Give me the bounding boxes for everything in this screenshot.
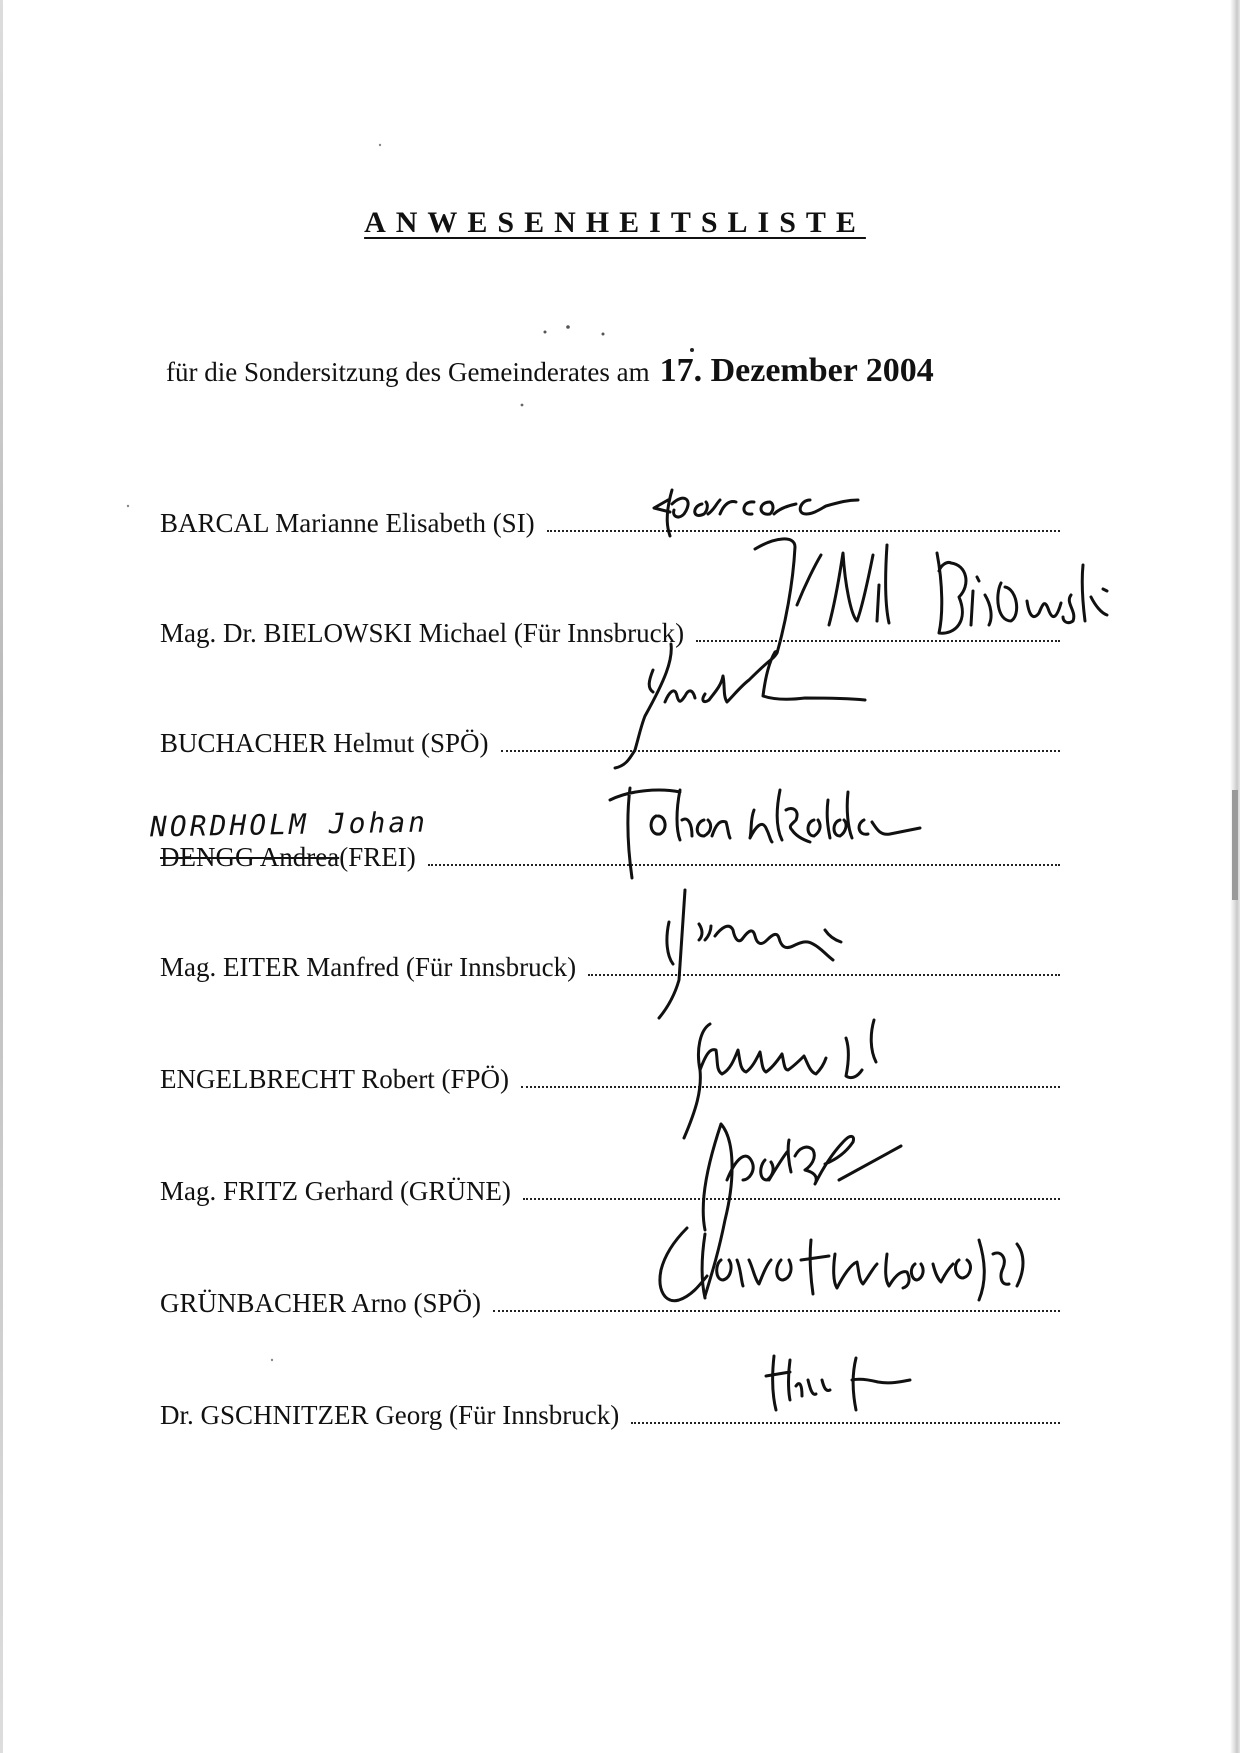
intro-text: für die Sondersitzung des Gemeinderates am [166, 357, 650, 387]
attendee-name: GRÜNBACHER Arno (SPÖ) [160, 1288, 482, 1318]
party-suffix: (FREI) [339, 842, 416, 872]
struck-name: DENGG Andrea [160, 842, 340, 872]
attendee-name: BUCHACHER Helmut (SPÖ) [160, 728, 489, 758]
handwritten-replacement-name: NORDHOLM Johan [149, 805, 429, 844]
page-title: ANWESENHEITSLISTE [364, 206, 866, 239]
attendee-name: BARCAL Marianne Elisabeth (SI) [160, 508, 535, 538]
attendee-name: Mag. Dr. BIELOWSKI Michael (Für Innsbruck) [160, 618, 685, 648]
attendee-name: ENGELBRECHT Robert (FPÖ) [160, 1064, 509, 1094]
session-date: 17. Dezember 2004 [659, 352, 934, 389]
attendee-name: Dr. GSCHNITZER Georg (Für Innsbruck) [160, 1400, 620, 1430]
attendee-name: Mag. FRITZ Gerhard (GRÜNE) [160, 1176, 511, 1206]
attendee-name: Mag. EITER Manfred (Für Innsbruck) [160, 952, 577, 982]
